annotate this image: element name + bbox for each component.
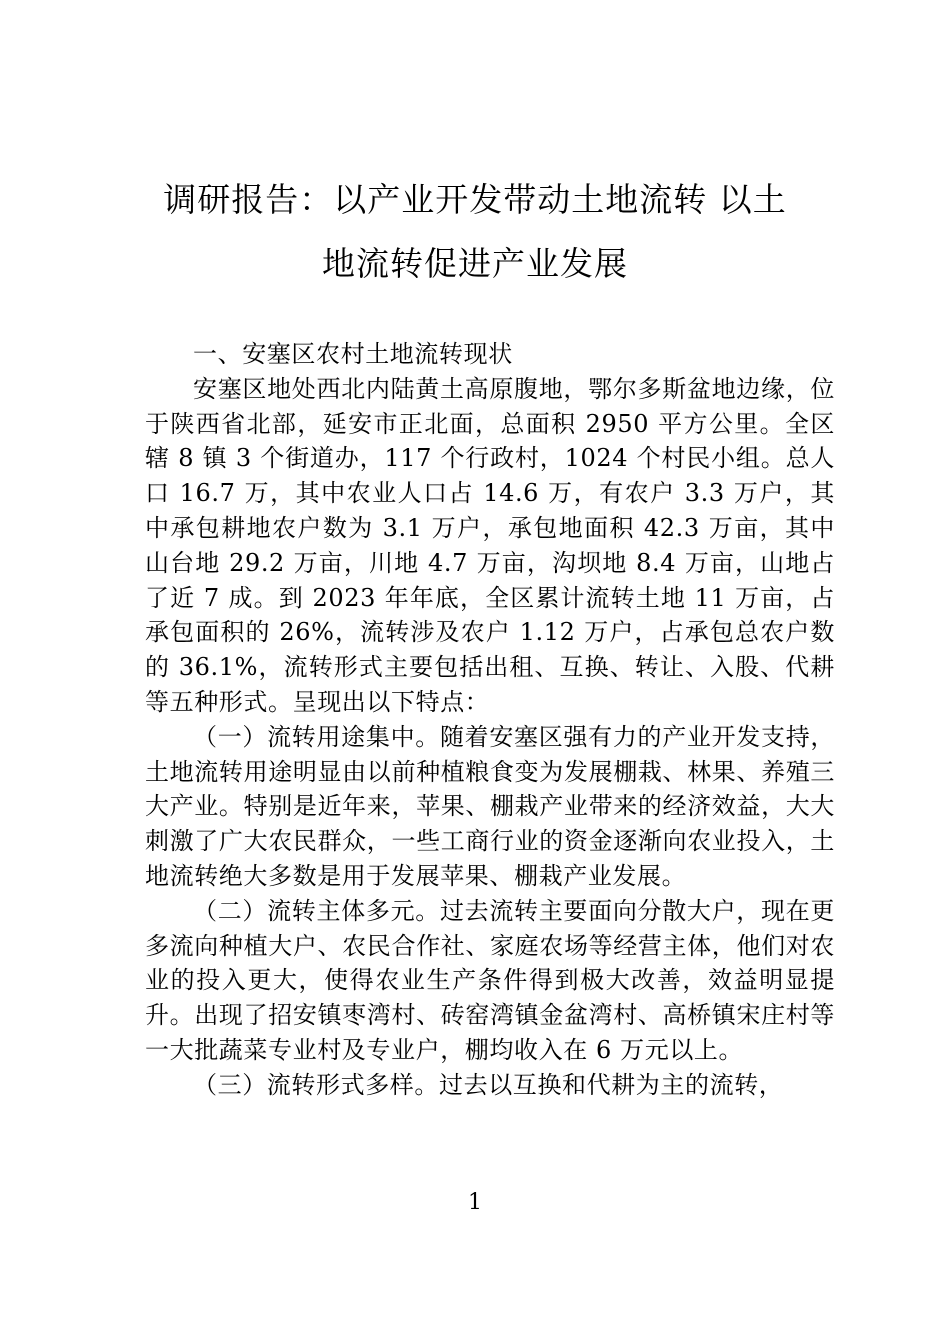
document-body	[145, 337, 835, 1103]
paragraph-feature-1: （一）流转用途集中。随着安塞区强有力的产业开发支持，土地流转用途明显由以前种植粮食变为发展棚栽、林果、养殖三大产业。特别是近年来，苹果、棚栽产业带来的经济效益，大大刺激了广大农民群众，一些工商行业的资金逐渐向农业投入，土地流转绝大多数是用于发展苹果、棚栽产业发展。	[145, 722, 835, 890]
paragraph-feature-3: （三）流转形式多样。过去以互换和代耕为主的流转，	[193, 1070, 784, 1099]
paragraph-feature-2: （二）流转主体多元。过去流转主要面向分散大户，现在更多流向种植大户、农民合作社、家庭农场等经营主体，他们对农业的投入更大，使得农业生产条件得到极大改善，效益明显提升。出现了招安镇枣湾村、砖窑湾镇金盆湾村、高桥镇宋庄村等一大批蔬菜专业村及专业户，棚均收入在 6 万元以上。	[145, 896, 835, 1064]
paragraph-overview: 安塞区地处西北内陆黄土高原腹地，鄂尔多斯盆地边缘，位于陕西省北部，延安市正北面，总面积 2950 平方公里。全区辖 8 镇 3 个街道办，117 个行政村，1024 个村民小组。总人口 16.7 万，其中农业人口占 14.6 万，有农户 3.3 万户，其中承包耕地农户数为 3.1 万户，承包地面积 42.3 万亩，其中山台地 29.2 万亩，川地 4.7 万亩，沟坝地 8.4 万亩，山地占了近 7 成。到 2023 年年底，全区累计流转土地 11 万亩，占承包面积的 26%，流转涉及农户 1.12 万户，占承包总农户数的 36.1%，流转形式主要包括出租、互换、转让、入股、代耕等五种形式。呈现出以下特点：	[145, 374, 835, 716]
page-number: 1	[468, 1190, 482, 1215]
document-title	[140, 168, 810, 296]
title-line-2: 地流转促进产业发展	[322, 244, 628, 283]
section-heading: 一、安塞区农村土地流转现状	[193, 340, 513, 368]
title-line-1: 调研报告：以产业开发带动土地流转 以土	[163, 180, 787, 219]
